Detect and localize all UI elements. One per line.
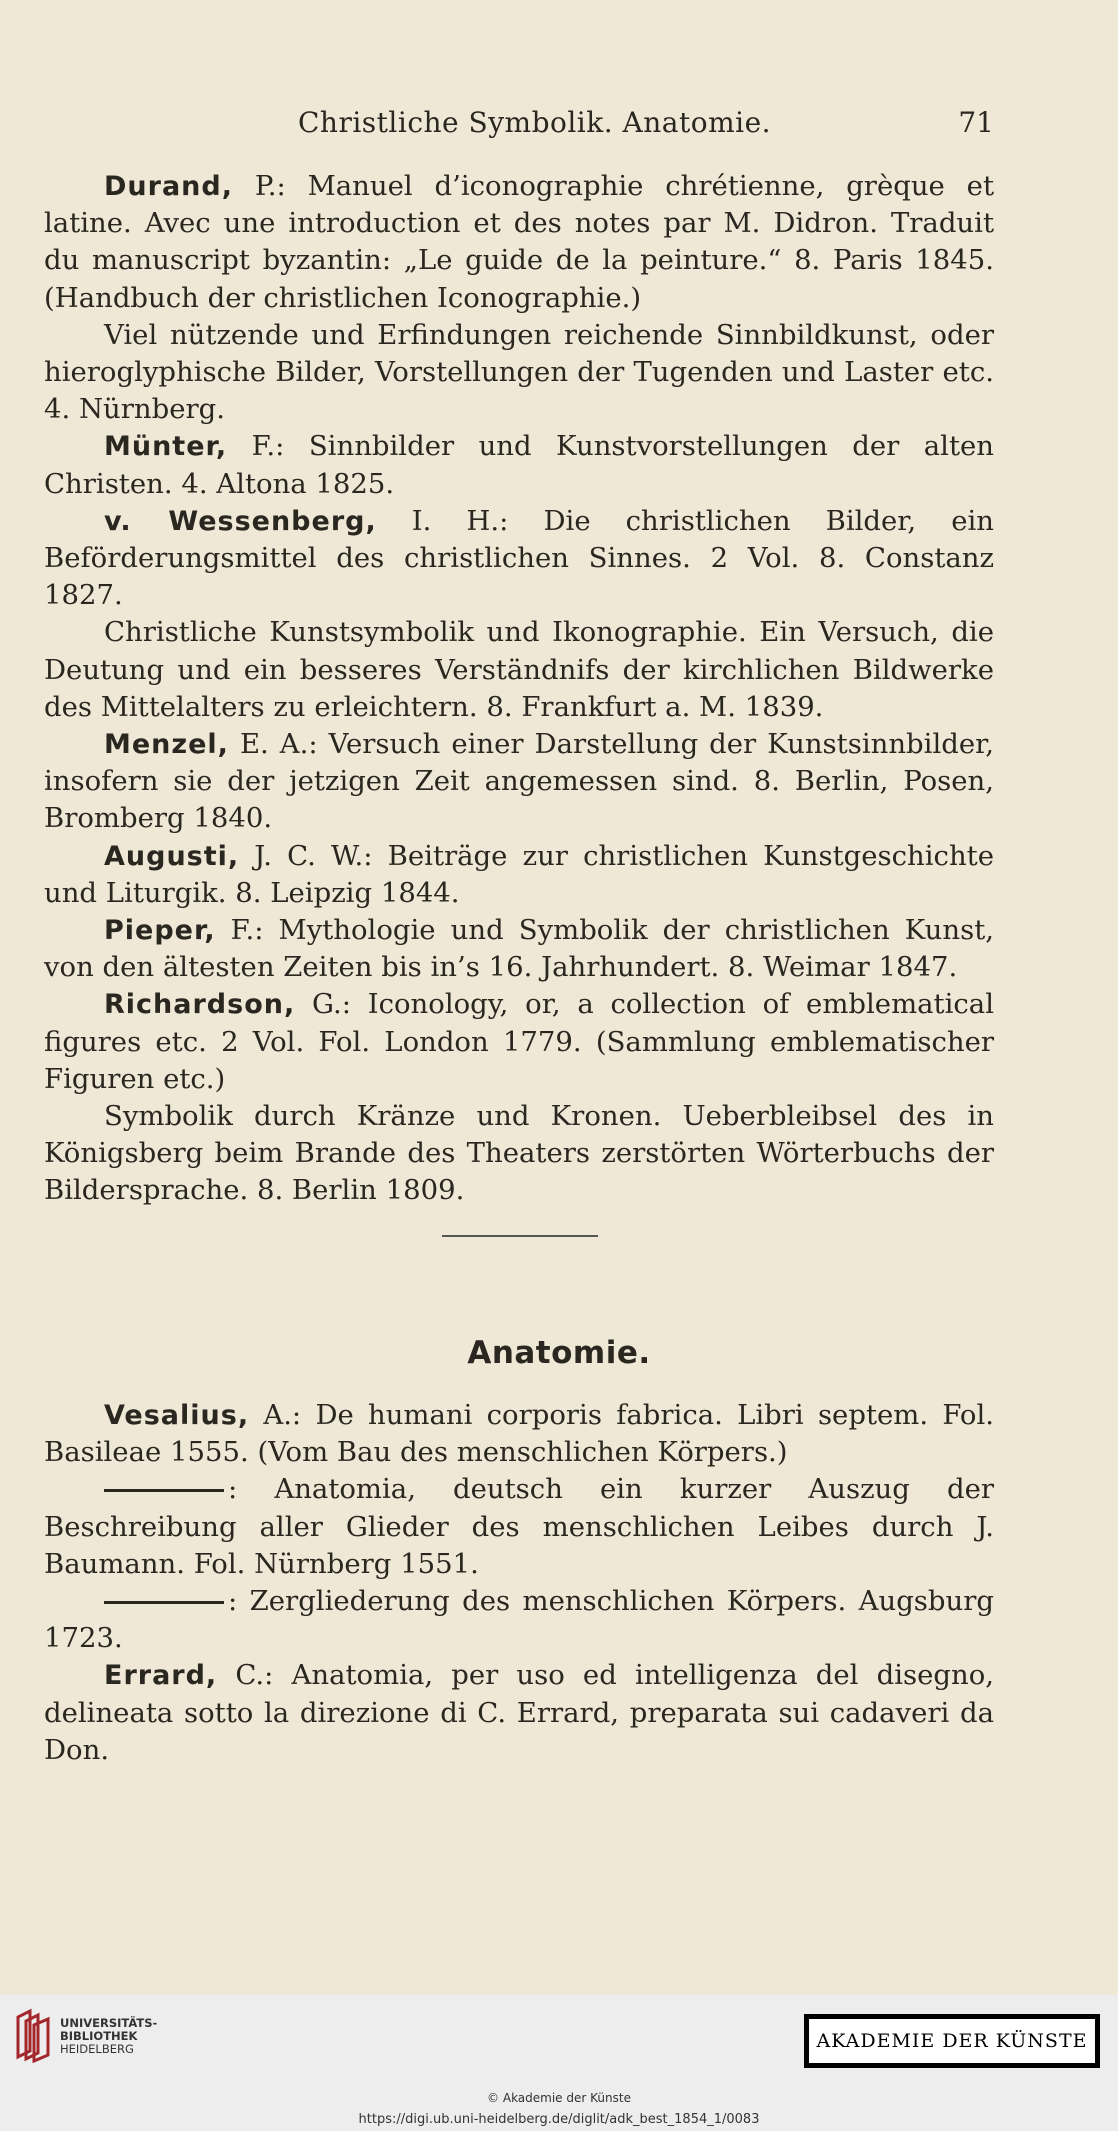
running-header [44, 106, 994, 146]
bib-entry [44, 168, 994, 317]
bib-entry [44, 838, 994, 912]
section-divider [442, 1235, 598, 1237]
author-name: Richardson, [104, 989, 296, 1021]
author-name: Münter, [104, 431, 228, 463]
author-name: Vesalius, [104, 1400, 250, 1431]
bib-entry [44, 317, 994, 429]
author-name: Menzel, [104, 729, 229, 761]
entry-text: I. H.: Die christlichen Bilder, ein Beförderungsmittel des christlichen Sinnes. 2 Vol. 8. Constanz 1827. [44, 504, 994, 612]
author-name: Augusti, [104, 840, 240, 872]
entry-text: E. A.: Versuch einer Darstellung der Kunstsinnbilder, insofern sie der jetzigen Zeit angemessen sind. 8. Berlin, Posen, Bromberg 1840. [44, 728, 994, 835]
entry-text: F.: Sinnbilder und Kunstvorstellungen der alten Christen. 4. Altona 1825. [44, 430, 994, 500]
bib-entry [44, 1471, 994, 1583]
entry-text: Viel nützende und Erfindungen reichende Sinnbildkunst, oder hieroglyphische Bilder, Vorstellungen der Tugenden und Laster etc. 4. Nürnberg. [44, 318, 994, 426]
entry-text: Christliche Kunstsymbolik und Ikonographie. Ein Versuch, die Deutung und ein besseres Verständnifs der kirchlichen Bildwerke des Mittelalters zu erleichtern. 8. Frankfurt a. M. 1839. [44, 616, 994, 723]
copyright-notice: © Akademie der Künste [487, 2091, 631, 2105]
bib-entry [44, 986, 994, 1098]
section-title: Anatomie. [467, 1335, 651, 1371]
entry-text: Symbolik durch Kränze und Kronen. Ueberbleibsel des in Königsberg beim Brande des Theaters zerstörten Wörterbuchs der Bildersprache. 8. Berlin 1809. [44, 1100, 994, 1207]
bib-entry [44, 1397, 994, 1471]
academy-name: AKADEMIE DER KÜNSTE [814, 2024, 1090, 2058]
running-title: Christliche Symbolik. Anatomie. [298, 106, 772, 139]
entry-text: F.: Mythologie und Symbolik der christlichen Kunst, von den ältesten Zeiten bis in’s 16. Jahrhundert. 8. Weimar 1847. [44, 914, 994, 984]
anatomy-list [44, 1397, 994, 1769]
bib-entry [44, 912, 994, 986]
page-number: 71 [958, 106, 994, 139]
viewer-footer [0, 1995, 1118, 2131]
entry-text: G.: Iconology, or, a collection of emblematical figures etc. 2 Vol. Fol. London 1779. (Sammlung emblematischer Figuren etc.) [44, 988, 994, 1095]
entry-text: : Anatomia, deutsch ein kurzer Auszug der Beschreibung aller Glieder des menschlichen Leibes durch J. Baumann. Fol. Nürnberg 1551. [44, 1473, 994, 1580]
author-name: Pieper, [104, 915, 216, 947]
academy-logo[interactable] [804, 2014, 1100, 2068]
author-name: Errard, [104, 1660, 218, 1692]
university-library-logo[interactable] [14, 2007, 158, 2067]
bib-entry [44, 428, 994, 502]
ditto-dash [104, 1601, 224, 1604]
bib-entry [44, 726, 994, 838]
entry-text: : Zergliederung des menschlichen Körpers. Augsburg 1723. [44, 1585, 994, 1655]
library-name: UNIVERSITÄTS- BIBLIOTHEK HEIDELBERG [60, 2016, 158, 2056]
bib-entry [44, 503, 994, 615]
entry-text: A.: De humani corporis fabrica. Libri septem. Fol. Basileae 1555. (Vom Bau des menschlichen Körpers.) [44, 1399, 994, 1469]
entry-text: C.: Anatomia, per uso ed intelligenza del disegno, delineata sotto la direzione di C. Errard, preparata sui cadaveri da Don. [44, 1659, 994, 1766]
entry-text: P.: Manuel d’iconographie chrétienne, grèque et latine. Avec une introduction et des notes par M. Didron. Traduit du manuscript byzantin: „Le guide de la peinture.“ 8. Paris 1845. (Handbuch der christlichen Iconographie.) [44, 170, 994, 314]
source-url[interactable]: https://digi.ub.uni-heidelberg.de/diglit/adk_best_1854_1/0083 [358, 2112, 760, 2127]
bib-entry [44, 614, 994, 726]
bibliography-list [44, 168, 994, 1210]
author-name: Durand, [104, 171, 233, 202]
bib-entry [44, 1583, 994, 1657]
bib-entry [44, 1098, 994, 1210]
entry-text: J. C. W.: Beiträge zur christlichen Kunstgeschichte und Liturgik. 8. Leipzig 1844. [44, 839, 994, 909]
library-logo-icon [14, 2007, 56, 2063]
bib-entry [44, 1657, 994, 1769]
ditto-dash [104, 1489, 224, 1492]
author-name: v. Wessenberg, [104, 505, 377, 537]
